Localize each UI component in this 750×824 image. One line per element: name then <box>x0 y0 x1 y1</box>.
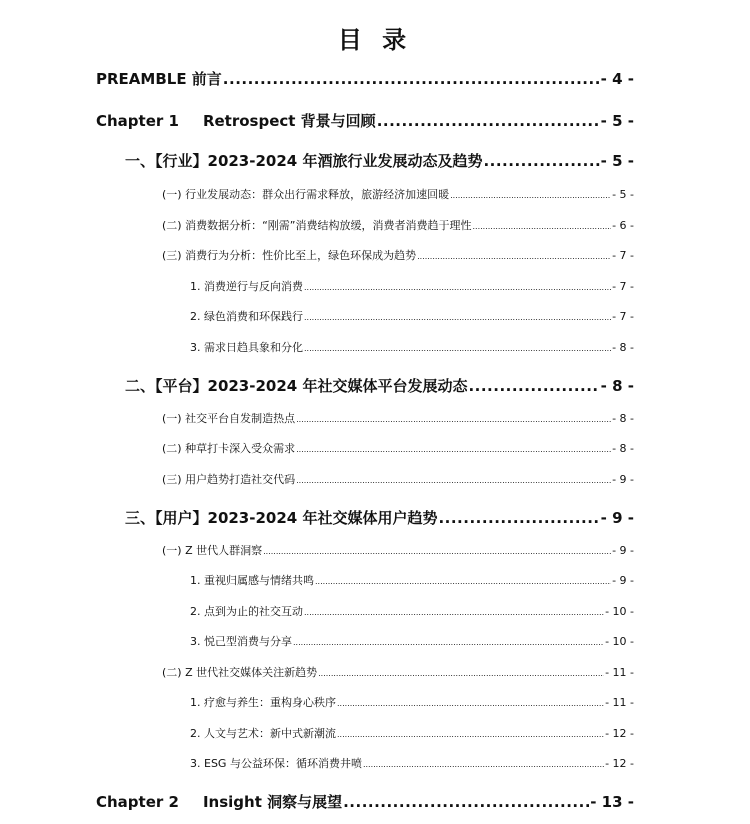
toc-entry-label: 三、【用户】2023-2024 年社交媒体用户趋势 <box>125 509 438 527</box>
dot-leader <box>468 377 599 395</box>
page-number: - 9 - <box>600 509 634 527</box>
page-number: - 7 - <box>612 280 634 293</box>
toc-entry[interactable] <box>190 339 634 355</box>
toc-entry[interactable] <box>125 375 634 396</box>
chapter-number: Chapter 2 <box>96 793 179 811</box>
toc-entry-label: 2. 点到为止的社交互动 <box>190 605 303 618</box>
toc-entry-label: 3. 悦己型消费与分享 <box>190 635 292 648</box>
toc-entry[interactable] <box>190 308 634 324</box>
dot-leader <box>472 222 611 231</box>
page-number: - 5 - <box>600 152 634 170</box>
dot-leader <box>337 699 604 708</box>
dot-leader <box>304 283 611 292</box>
page-number: - 8 - <box>600 377 634 395</box>
toc-entry[interactable] <box>96 68 634 89</box>
dot-leader <box>296 415 611 424</box>
toc-entry[interactable] <box>162 542 634 558</box>
toc-entry-label: 1. 重视归属感与情绪共鸣 <box>190 574 314 587</box>
dot-leader <box>293 638 604 647</box>
dot-leader <box>343 793 589 811</box>
dot-leader <box>363 760 604 769</box>
page-number: - 5 - <box>612 188 634 201</box>
page-number: - 9 - <box>612 544 634 557</box>
dot-leader <box>304 608 604 617</box>
page-number: - 8 - <box>612 412 634 425</box>
toc-entry-label: (三) 用户趋势打造社交代码 <box>162 473 296 486</box>
page-number: - 7 - <box>612 249 634 262</box>
dot-leader <box>223 70 600 88</box>
page-number: - 12 - <box>605 727 634 740</box>
toc-entry[interactable] <box>125 507 634 528</box>
dot-leader <box>315 577 611 586</box>
toc-entry[interactable] <box>190 572 634 588</box>
toc-entry-label: 2. 人文与艺术：新中式新潮流 <box>190 727 336 740</box>
toc-entry-label <box>96 110 376 131</box>
dot-leader <box>417 252 611 261</box>
toc-entry-label: (二) 消费数据分析：“刚需”消费结构放缓，消费者消费趋于理性 <box>162 219 472 232</box>
toc-entry-label: (一) Z 世代人群洞察 <box>162 544 263 557</box>
page-number: - 9 - <box>612 574 634 587</box>
toc-entry-label: 1. 消费逆行与反向消费 <box>190 280 303 293</box>
toc-entry-label: (二) 种草打卡深入受众需求 <box>162 442 296 455</box>
toc-entry[interactable] <box>162 664 634 680</box>
toc-entry[interactable] <box>162 440 634 456</box>
toc-entry[interactable] <box>162 217 634 233</box>
toc-entry[interactable] <box>190 278 634 294</box>
toc-entry-label: 3. 需求日趋具象和分化 <box>190 341 303 354</box>
page-number: - 10 - <box>605 605 634 618</box>
toc-entry[interactable] <box>125 150 634 171</box>
page-number: - 6 - <box>612 219 634 232</box>
dot-leader <box>450 191 611 200</box>
toc-entry-label: (一) 社交平台自发制造热点 <box>162 412 296 425</box>
page-number: - 7 - <box>612 310 634 323</box>
chapter-title: Insight 洞察与展望 <box>202 793 343 811</box>
toc-entry-label: (二) Z 世代社交媒体关注新趋势 <box>162 666 318 679</box>
dot-leader <box>263 547 611 556</box>
toc-entry[interactable] <box>162 247 634 263</box>
toc-entry-label <box>96 791 342 812</box>
toc-entry-label: (一) 行业发展动态：群众出行需求释放，旅游经济加速回暖 <box>162 188 450 201</box>
toc-entry[interactable] <box>190 603 634 619</box>
dot-leader <box>337 730 604 739</box>
toc-entry-label: 二、【平台】2023-2024 年社交媒体平台发展动态 <box>125 377 468 395</box>
toc-entry-label: 一、【行业】2023-2024 年酒旅行业发展动态及趋势 <box>125 152 483 170</box>
dot-leader <box>483 152 599 170</box>
page-number: - 10 - <box>605 635 634 648</box>
toc-entry[interactable] <box>190 633 634 649</box>
toc-entry-label: 3. ESG 与公益环保：循环消费井喷 <box>190 757 362 770</box>
dot-leader <box>296 476 611 485</box>
dot-leader <box>318 669 604 678</box>
toc-entry[interactable] <box>96 110 634 131</box>
page-title: 目 录 <box>337 26 413 54</box>
page-number: - 13 - <box>590 793 634 811</box>
toc-entry[interactable] <box>190 725 634 741</box>
toc-entry-label: 1. 疗愈与养生：重构身心秩序 <box>190 696 336 709</box>
dot-leader <box>377 112 600 130</box>
toc-entry[interactable] <box>162 186 634 202</box>
page-number: - 4 - <box>600 70 634 88</box>
page-number: - 11 - <box>605 696 634 709</box>
dot-leader <box>304 344 611 353</box>
chapter-title: Retrospect 背景与回顾 <box>202 112 376 130</box>
page-number: - 11 - <box>605 666 634 679</box>
dot-leader <box>438 509 599 527</box>
dot-leader <box>296 445 611 454</box>
toc-entry-label: 2. 绿色消费和环保践行 <box>190 310 303 323</box>
toc-entry-label: PREAMBLE 前言 <box>96 70 222 88</box>
page-number: - 12 - <box>605 757 634 770</box>
toc-entry[interactable] <box>162 471 634 487</box>
toc-entry-label: (三) 消费行为分析：性价比至上，绿色环保成为趋势 <box>162 249 417 262</box>
toc-entry[interactable] <box>190 694 634 710</box>
toc-entry[interactable] <box>190 755 634 771</box>
page-number: - 8 - <box>612 341 634 354</box>
page-number: - 8 - <box>612 442 634 455</box>
dot-leader <box>304 313 611 322</box>
toc-entry[interactable] <box>96 791 634 812</box>
page-number: - 5 - <box>600 112 634 130</box>
toc-entry[interactable] <box>162 410 634 426</box>
page-number: - 9 - <box>612 473 634 486</box>
chapter-number: Chapter 1 <box>96 112 179 130</box>
